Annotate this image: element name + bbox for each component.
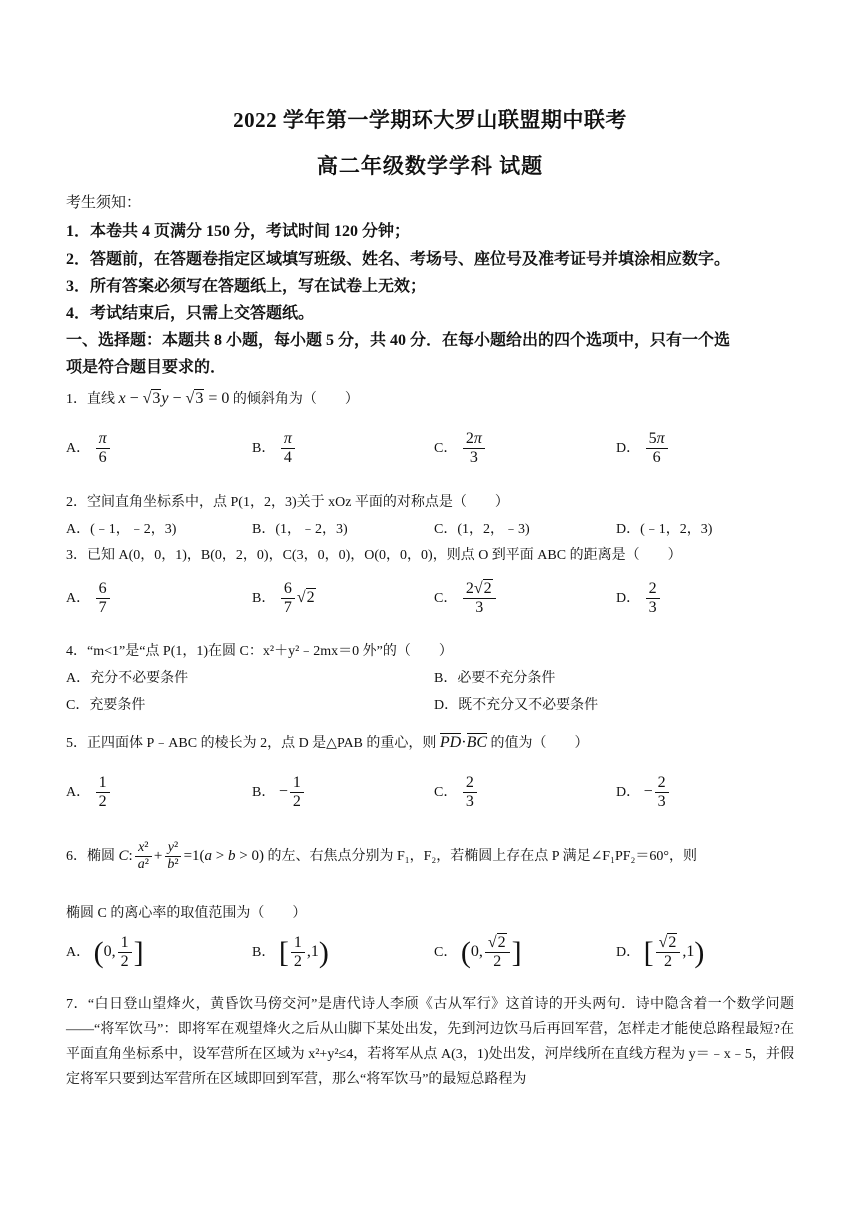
fraction: $\frac{√2}{2}$ <box>485 934 510 972</box>
question-6-option-c: C． (0, $\frac{√2}{2}$ ] <box>434 934 522 971</box>
option-label: B． <box>252 785 276 801</box>
option-label: C． <box>434 441 458 457</box>
notice-heading: 考生须知： <box>66 195 142 211</box>
option-label: A． <box>66 945 91 961</box>
fraction: $\frac{2√2}{3}$ <box>463 580 496 618</box>
question-1-option-c <box>434 430 487 468</box>
question-2: 2．空间直角坐标系中，点 P(1，2，3)关于 xOz 平面的对称点是（ ） <box>66 495 509 510</box>
option-label: D． <box>616 441 641 457</box>
question-1 <box>66 388 359 408</box>
fraction: $\frac{2}{3}$ <box>646 580 660 618</box>
section-heading-line1: 一、选择题：本题共 8 小题，每小题 5 分，共 40 分．在每小题给出的四个选项中，只有一个选 <box>66 332 731 349</box>
question-6-option-b: B． [ $\frac{1}{2}$ ,1) <box>252 934 329 971</box>
question-2-option-b: B．(1，﹣2，3) <box>252 522 348 537</box>
question-6-suffix: 的左、右焦点分别为 F₁，F₂，若椭圆上存在点 P 满足∠F₁PF₂＝60°，则 <box>267 849 698 865</box>
option-label: B． <box>252 591 276 607</box>
question-5-vectors: PD·BC <box>439 734 488 751</box>
question-2-option-d: D．(﹣1，2，3) <box>616 522 713 537</box>
question-4-option-a: A．充分不必要条件 <box>66 671 189 686</box>
fraction: $\frac{√2}{2}$ <box>656 934 681 972</box>
question-6 <box>66 840 697 873</box>
fraction: $\frac{1}{2}$ <box>290 774 304 812</box>
fraction: $\frac{1}{2}$ <box>118 934 132 972</box>
question-5-option-c <box>434 774 479 812</box>
option-label: C． <box>434 785 458 801</box>
question-3-option-d <box>616 580 662 618</box>
question-5-suffix: 的值为（ ） <box>490 736 589 751</box>
notice-item-2: 2．答题前，在答题卷指定区域填写班级、姓名、考场号、座位号及准考证号并填涂相应数字。 <box>66 251 731 268</box>
question-3-option-a <box>66 580 112 618</box>
fraction: $\frac{\pi}{4}$ <box>281 430 295 468</box>
question-4: 4．“m<1”是“点 P(1，1)在圆 C：x²＋y²﹣2mx＝0 外”的（ ） <box>66 644 453 659</box>
question-2-option-c: C．(1，2，﹣3) <box>434 522 530 537</box>
fraction: $\frac{1}{2}$ <box>291 934 305 972</box>
exam-subtitle: 高二年级数学学科 试题 <box>316 154 544 178</box>
notice-item-3: 3．所有答案必须写在答题纸上，写在试卷上无效； <box>66 278 427 295</box>
question-5-option-b: B． − $\frac{1}{2}$ <box>252 774 306 812</box>
question-6-option-a: A． (0, $\frac{1}{2}$ ] <box>66 934 144 971</box>
question-1-prefix: 1．直线 <box>66 392 115 407</box>
option-label: B． <box>252 441 276 457</box>
fraction: $\frac{2}{3}$ <box>655 774 669 812</box>
question-1-suffix: 的倾斜角为（ ） <box>232 392 359 407</box>
question-3-option-b: B． $\frac{6}{7}$ √2 <box>252 580 315 617</box>
fraction: $\frac{1}{2}$ <box>96 774 110 812</box>
fraction: $\frac{6}{7}$ <box>96 580 110 618</box>
question-7: 7．“白日登山望烽火，黄昏饮马傍交河”是唐代诗人李颀《古从军行》这首诗的开头两句．诗中隐含着一个数学问题——“将军饮马”：即将军在观望烽火之后从山脚下某处出发，先到河边饮马后再回军营，怎样走才能使总路程最短?在平面直角坐标系中，设军营所在区域为 x²+y²≤4，若将军从点 A(3，1)处出发，河岸线所在直线方程为 y＝﹣x﹣5，并假定将军只要到达军营所在区域即回到军营，那么“将军饮马”的最短总路程为 <box>66 997 794 1087</box>
notice-item-1: 1．本卷共 4 页满分 150 分，考试时间 120 分钟； <box>66 223 411 240</box>
option-label: D． <box>616 945 641 961</box>
question-3: 3．已知 A(0，0，1)，B(0，2，0)，C(3，0，0)，O(0，0，0)，则点 O 到平面 ABC 的距离是（ ） <box>66 548 682 563</box>
question-4-option-d: D．既不充分又不必要条件 <box>434 698 599 713</box>
question-1-option-d <box>616 430 670 468</box>
fraction: $\frac{2\pi}{3}$ <box>463 430 485 468</box>
option-label: C． <box>434 945 458 961</box>
fraction: $\frac{2}{3}$ <box>463 774 477 812</box>
fraction: $\frac{6}{7}$ <box>281 580 295 618</box>
question-5 <box>66 732 589 752</box>
section-heading-line2: 项是符合题目要求的． <box>66 359 227 376</box>
question-4-option-c: C．充要条件 <box>66 698 146 713</box>
question-6-prefix: 6．椭圆 <box>66 849 115 865</box>
question-2-option-a: A．(﹣1，﹣2，3) <box>66 522 177 537</box>
question-3-option-c <box>434 580 498 618</box>
question-5-option-d: D． − $\frac{2}{3}$ <box>616 774 671 812</box>
option-label: D． <box>616 785 641 801</box>
notice-item-4: 4．考试结束后，只需上交答题纸。 <box>66 305 315 322</box>
fraction: $\frac{5\pi}{6}$ <box>646 430 668 468</box>
question-4-option-b: B．必要不充分条件 <box>434 671 556 686</box>
question-1-option-a <box>66 430 112 468</box>
option-label: B． <box>252 945 276 961</box>
question-6-option-d: D． [ $\frac{√2}{2}$ ,1) <box>616 934 705 971</box>
question-5-option-a <box>66 774 112 812</box>
option-label: A． <box>66 591 91 607</box>
option-label: A． <box>66 785 91 801</box>
question-1-option-b <box>252 430 297 468</box>
question-5-prefix: 5．正四面体 P﹣ABC 的棱长为 2，点 D 是△PAB 的重心，则 <box>66 736 437 751</box>
question-6-ellipse-equation: C: $\frac{\text{x²}}{\text{a²}}$ + $\frac{\text{y²}}{\text{b²}}$ =1(a > b > 0) <box>118 840 264 873</box>
exam-title: 2022 学年第一学期环大罗山联盟期中联考 <box>233 108 627 132</box>
fraction: $\frac{\pi}{6}$ <box>96 430 110 468</box>
question-6-line2: 椭圆 C 的离心率的取值范围为（ ） <box>66 906 307 921</box>
option-label: A． <box>66 441 91 457</box>
option-label: D． <box>616 591 641 607</box>
option-label: C． <box>434 591 458 607</box>
question-1-equation: x − √3y − √3 = 0 <box>118 390 230 407</box>
